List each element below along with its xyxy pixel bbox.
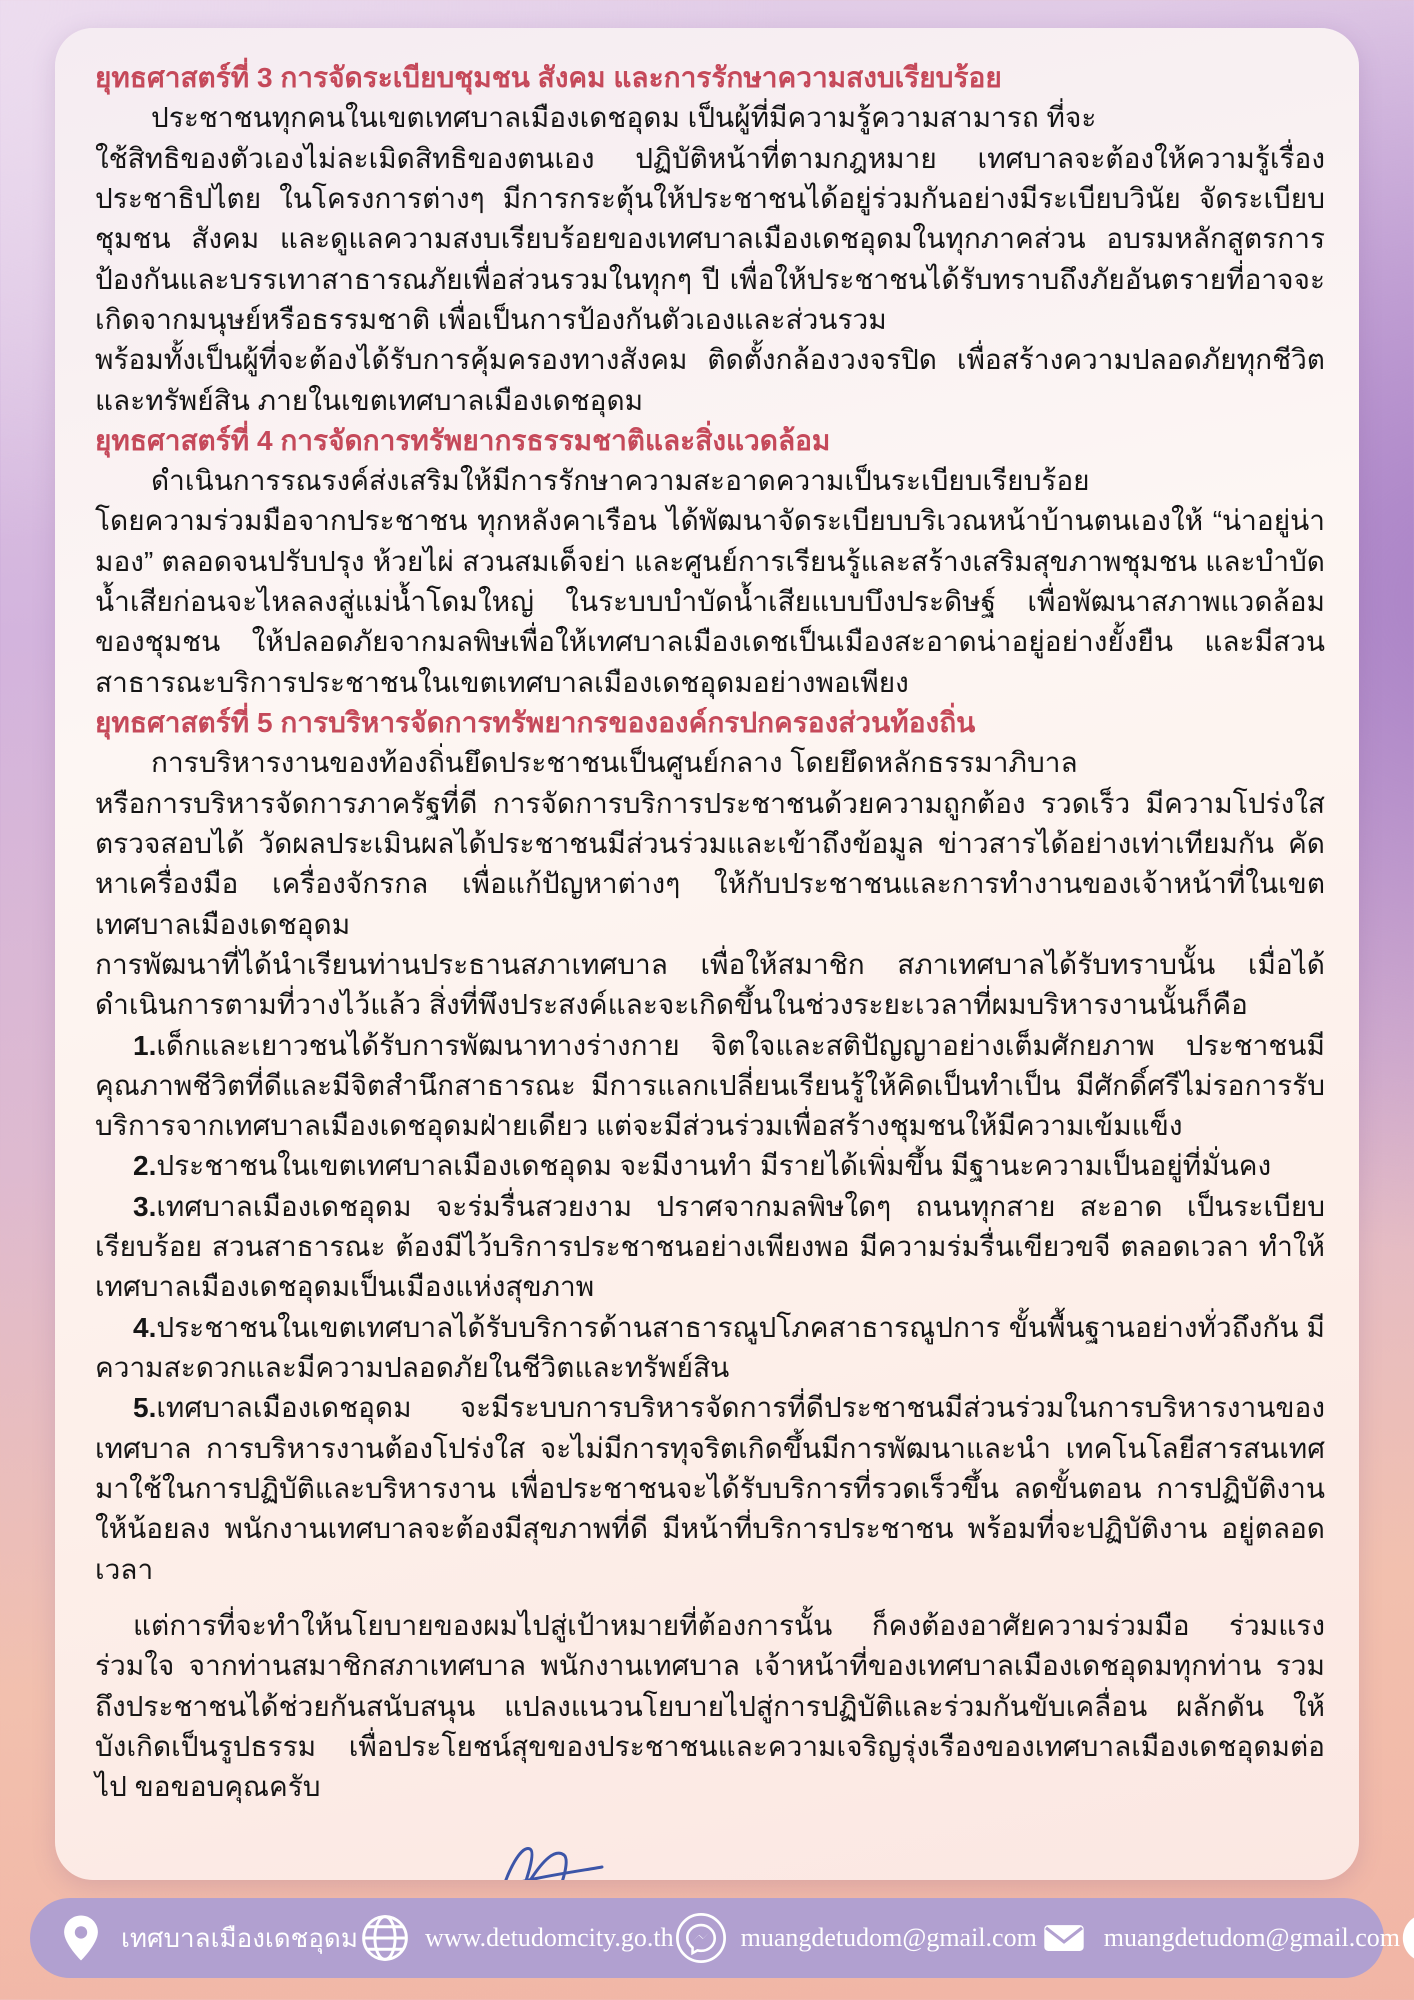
section-heading: ยุทธศาสตร์ที่ 5 การบริหารจัดการทรัพยากรขององค์กรปกครองส่วนท้องถิ่น xyxy=(95,707,976,738)
section-heading: ยุทธศาสตร์ที่ 3 การจัดระเบียบชุมชน สังคม และการรักษาความสงบเรียบร้อย xyxy=(95,62,1002,93)
footer-item-email xyxy=(1037,1911,1400,1965)
envelope-icon xyxy=(1037,1911,1091,1965)
item-text: เด็กและเยาวชนได้รับการพัฒนาทางร่างกาย จิตใจและสติปัญญาอย่างเต็มศักยภาพ ประชาชนมีคุณภาพชีวิตที่ดีและมีจิตสำนึกสาธารณะ มีการแลกเปลี่ยนเรียนรู้ให้คิดเป็นทำเป็น มีศักดิ์ศรีไม่รอการรับบริการจากเทศบาลเมืองเดชอุดมฝ่ายเดียว แต่จะมีส่วนร่วมเพื่อสร้างชุมชนให้มีความเข้มแข็ง xyxy=(95,1029,1325,1142)
list-item xyxy=(95,1146,1325,1186)
paragraph-lead: ดำเนินการรณรงค์ส่งเสริมให้มีการรักษาความสะอาดความเป็นระเบียบเรียบร้อย xyxy=(151,465,1090,497)
footer-item-messenger xyxy=(674,1911,1037,1965)
closing-paragraph: แต่การที่จะทำให้นโยบายของผมไปสู่เป้าหมายที่ต้องการนั้น ก็คงต้องอาศัยความร่วมมือ ร่วมแรง ร่วมใจ จากท่านสมาชิกสภาเทศบาล พนักงานเทศบาล เจ้าหน้าที่ของเทศบาลเมืองเดชอุดมทุกท่าน รวมถึงประชาชนได้ช่วยกันสนับสนุน แปลงแนวนโยบายไปสู่การปฏิบัติและร่วมกันขับเคลื่อน ผลักดัน ให้บังเกิดเป็นรูปธรรม เพื่อประโยชน์สุขของประชาชนและความเจริญรุ่งเรืองของเทศบาลเมืองเดชอุดมต่อไป ขอขอบคุณครับ xyxy=(95,1609,1325,1803)
item-number: 2. xyxy=(133,1150,157,1182)
paragraph-lead: ประชาชนทุกคนในเขตเทศบาลเมืองเดชอุดม เป็นผู้ที่มีความรู้ความสามารถ ที่จะ xyxy=(151,102,1097,134)
phone-icon xyxy=(1400,1911,1414,1965)
item-text: ประชาชนในเขตเทศบาลได้รับบริการด้านสาธารณูปโภคสาธารณูปการ ขั้นพื้นฐานอย่างทั่วถึงกัน มีความสะดวกและมีความปลอดภัยในชีวิตและทรัพย์สิน xyxy=(95,1311,1325,1383)
footer-email-label[interactable]: muangdetudom@gmail.com xyxy=(1103,1923,1400,1952)
item-number: 4. xyxy=(133,1311,157,1343)
content-card xyxy=(55,28,1359,1880)
globe-icon xyxy=(358,1911,412,1965)
location-pin-icon xyxy=(54,1911,108,1965)
list-item xyxy=(95,1187,1325,1308)
signature-block xyxy=(335,1829,755,1880)
footer-item-location xyxy=(54,1911,358,1965)
paragraph: การพัฒนาที่ได้นำเรียนท่านประธานสภาเทศบาล เพื่อให้สมาชิก สภาเทศบาลได้รับทราบนั้น เมื่อได้ดำเนินการตามที่วางไว้แล้ว สิ่งที่พึงประสงค์และจะเกิดขึ้นในช่วงระยะเวลาที่ผมบริหารงานนั้นก็คือ xyxy=(95,948,1325,1021)
footer-messenger-label[interactable]: muangdetudom@gmail.com xyxy=(740,1923,1037,1952)
item-text: ประชาชนในเขตเทศบาลเมืองเดชอุดม จะมีงานทำ มีรายได้เพิ่มขึ้น มีฐานะความเป็นอยู่ที่มั่นคง xyxy=(156,1150,1272,1182)
section-heading: ยุทธศาสตร์ที่ 4 การจัดการทรัพยากรธรรมชาติและสิ่งแวดล้อม xyxy=(95,424,831,456)
paragraph: พร้อมทั้งเป็นผู้ที่จะต้องได้รับการคุ้มครองทางสังคม ติดตั้งกล้องวงจรปิด เพื่อสร้างความปลอดภัยทุกชีวิตและทรัพย์สิน ภายในเขตเทศบาลเมืองเดชอุดม xyxy=(95,344,1325,416)
footer-location-label: เทศบาลเมืองเดชอุดม xyxy=(121,1923,358,1953)
footer-contact-bar xyxy=(30,1898,1400,1978)
paragraph: โดยความร่วมมือจากประชาชน ทุกหลังคาเรือน ได้พัฒนาจัดระเบียบบริเวณหน้าบ้านตนเองให้ “น่าอยู่น่ามอง” ตลอดจนปรับปรุง ห้วยไผ่ สวนสมเด็จย่า และศูนย์การเรียนรู้และสร้างเสริมสุขภาพชุมชน และบำบัดน้ำเสียก่อนจะไหลลงสู่แม่น้ำโดมใหญ่ ในระบบบำบัดน้ำเสียแบบบึงประดิษฐ์ เพื่อพัฒนาสภาพแวดล้อมของชุมชน ให้ปลอดภัยจากมลพิษเพื่อให้เทศบาลเมืองเดชเป็นเมืองสะอาดน่าอยู่อย่างยั้งยืน และมีสวนสาธารณะบริการประชาชนในเขตเทศบาลเมืองเดชอุดมอย่างพอเพียง xyxy=(95,505,1325,698)
paragraph: หรือการบริหารจัดการภาครัฐที่ดี การจัดการบริการประชาชนด้วยความถูกต้อง รวดเร็ว มีความโปร่งใส ตรวจสอบได้ วัดผลประเมินผลได้ประชาชนมีส่วนร่วมและเข้าถึงข้อมูล ข่าวสารได้อย่างเท่าเทียมกัน คัดหาเครื่องมือ เครื่องจักรกล เพื่อแก้ปัญหาต่างๆ ให้กับประชาชนและการทำงานของเจ้าหน้าที่ในเขตเทศบาลเมืองเดชอุดม xyxy=(95,787,1325,940)
footer-item-website xyxy=(358,1911,674,1965)
messenger-icon xyxy=(674,1911,728,1965)
item-number: 1. xyxy=(133,1029,157,1061)
item-number: 3. xyxy=(133,1190,157,1222)
item-text: เทศบาลเมืองเดชอุดม จะร่มรื่นสวยงาม ปราศจากมลพิษใดๆ ถนนทุกสาย สะอาด เป็นระเบียบเรียบร้อย สวนสาธารณะ ต้องมีไว้บริการประชาชนอย่างเพียงพอ มีความร่มรื่นเขียวขจี ตลอดเวลา ทำให้เทศบาลเมืองเดชอุดมเป็นเมืองแห่งสุขภาพ xyxy=(95,1190,1325,1303)
strategy-section-3 xyxy=(95,58,1325,421)
strategy-section-5 xyxy=(95,703,1325,1807)
signature-image xyxy=(460,1829,630,1880)
list-item xyxy=(95,1308,1325,1389)
list-item xyxy=(95,1026,1325,1147)
paragraph: ใช้สิทธิของตัวเองไม่ละเมิดสิทธิของตนเอง ปฏิบัติหน้าที่ตามกฎหมาย เทศบาลจะต้องให้ความรู้เรื่องประชาธิปไตย ในโครงการต่างๆ มีการกระตุ้นให้ประชาชนได้อยู่ร่วมกันอย่างมีระเบียบวินัย จัดระเบียบชุมชน สังคม และดูแลความสงบเรียบร้อยของเทศบาลเมืองเดชอุดมในทุกภาคส่วน อบรมหลักสูตรการป้องกันและบรรเทาสาธารณภัยเพื่อส่วนรวมในทุกๆ ปี เพื่อให้ประชาชนได้รับทราบถึงภัยอันตรายที่อาจจะเกิดจากมนุษย์หรือธรรมชาติ เพื่อเป็นการป้องกันตัวเองและส่วนรวม xyxy=(95,142,1325,335)
footer-website-label[interactable]: www.detudomcity.go.th xyxy=(424,1923,674,1952)
list-item xyxy=(95,1388,1325,1590)
paragraph-lead: การบริหารงานของท้องถิ่นยึดประชาชนเป็นศูนย์กลาง โดยยึดหลักธรรมาภิบาล xyxy=(151,747,1078,779)
strategy-section-4 xyxy=(95,421,1325,703)
footer-item-phone xyxy=(1400,1911,1414,1965)
item-number: 5. xyxy=(133,1392,157,1424)
item-text: เทศบาลเมืองเดชอุดม จะมีระบบการบริหารจัดการที่ดีประชาชนมีส่วนร่วมในการบริหารงานของเทศบาล การบริหารงานต้องโปร่งใส จะไม่มีการทุจริตเกิดขึ้นมีการพัฒนาและนำ เทคโนโลยีสารสนเทศมาใช้ในการปฏิบัติและบริหารงาน เพื่อประชาชนจะได้รับบริการที่รวดเร็วขึ้น ลดขั้นตอน การปฏิบัติงานให้น้อยลง พนักงานเทศบาลจะต้องมีสุขภาพที่ดี มีหน้าที่บริการประชาชน พร้อมที่จะปฏิบัติงาน อยู่ตลอดเวลา xyxy=(95,1392,1325,1585)
